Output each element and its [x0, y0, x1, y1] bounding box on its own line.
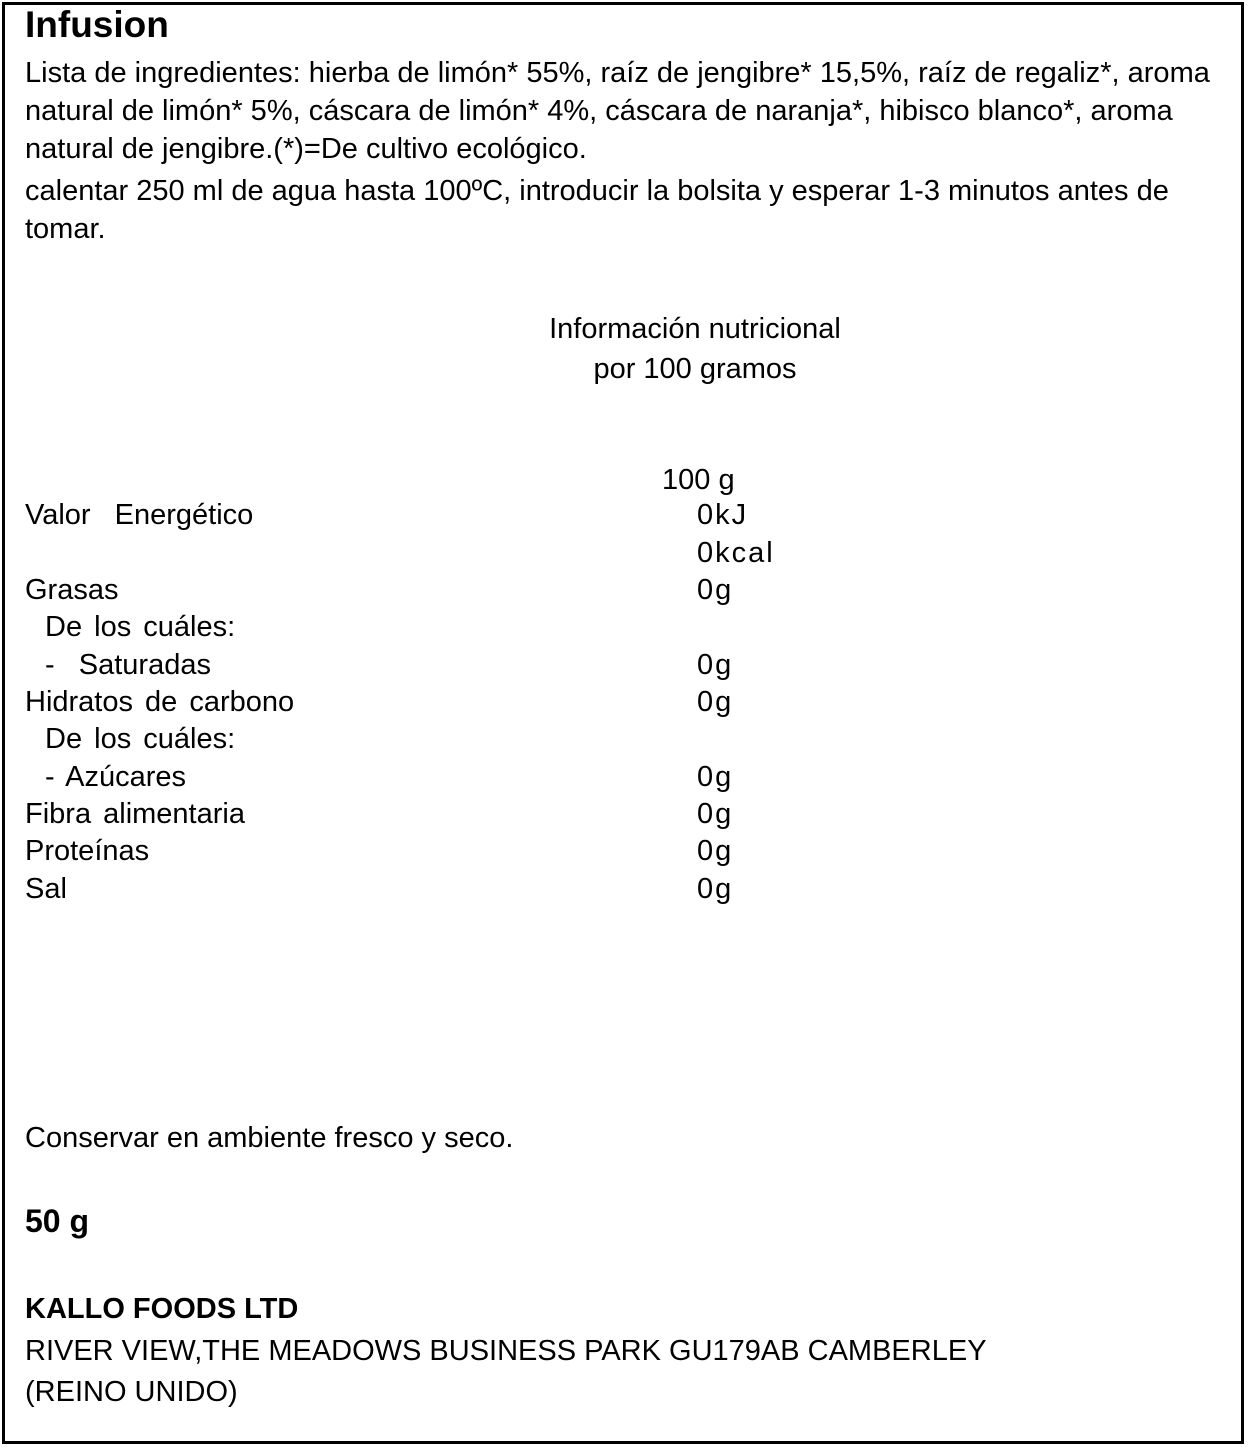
nutrition-row-fibre-value: 0g: [697, 798, 734, 830]
nutrition-row-saturated-value: 0g: [697, 649, 734, 681]
nutrition-row-protein-label: Proteínas: [25, 835, 150, 867]
nutrition-row-fat-of-which: De los cuáles:: [45, 611, 236, 643]
nutrition-row-protein-value: 0g: [697, 835, 734, 867]
product-title: Infusion: [25, 4, 169, 45]
ingredients-text: Lista de ingredientes: hierba de limón* 55%, raíz de jengibre* 15,5%, raíz de regaliz*, aroma natural de limón* 5%, cáscara de limón* 4%, cáscara de naranja*, hibisco blanco*, aroma natural de jengibre.(*)=De cultivo ecológico.: [25, 57, 1210, 165]
nutrition-row-energy-kcal: 0kcal: [697, 537, 775, 569]
nutrition-row-carbs-of-which: De los cuáles:: [45, 723, 236, 755]
nutrition-row-carbs-value: 0g: [697, 686, 734, 718]
storage-instructions: Conservar en ambiente fresco y seco.: [25, 1122, 514, 1154]
nutrition-row-carbs-label: Hidratos de carbono: [25, 686, 295, 718]
nutrition-row-sugars-value: 0g: [697, 761, 734, 793]
nutrition-row-energy-kj: 0kJ: [697, 499, 749, 531]
nutrition-row-energy-label: Valor Energético: [25, 499, 254, 531]
nutrition-row-salt-label: Sal: [25, 873, 67, 905]
nutrition-heading: Información nutricional: [549, 313, 841, 345]
nutrition-column-header: 100 g: [662, 464, 735, 496]
company-name: KALLO FOODS LTD: [25, 1293, 299, 1325]
net-weight: 50 g: [25, 1203, 90, 1239]
company-address-line1: RIVER VIEW,THE MEADOWS BUSINESS PARK GU179AB CAMBERLEY: [25, 1335, 987, 1367]
nutrition-subheading: por 100 gramos: [593, 353, 797, 385]
nutrition-row-fat-value: 0g: [697, 574, 734, 606]
nutrition-row-fat-label: Grasas: [25, 574, 119, 606]
nutrition-row-sugars-label: - Azúcares: [45, 761, 186, 793]
nutrition-row-fibre-label: Fibra alimentaria: [25, 798, 245, 830]
preparation-text: calentar 250 ml de agua hasta 100ºC, introducir la bolsita y esperar 1-3 minutos antes de tomar.: [25, 175, 1169, 245]
nutrition-row-saturated-label: - Saturadas: [45, 649, 211, 681]
nutrition-row-salt-value: 0g: [697, 873, 734, 905]
company-address-line2: (REINO UNIDO): [25, 1376, 238, 1408]
